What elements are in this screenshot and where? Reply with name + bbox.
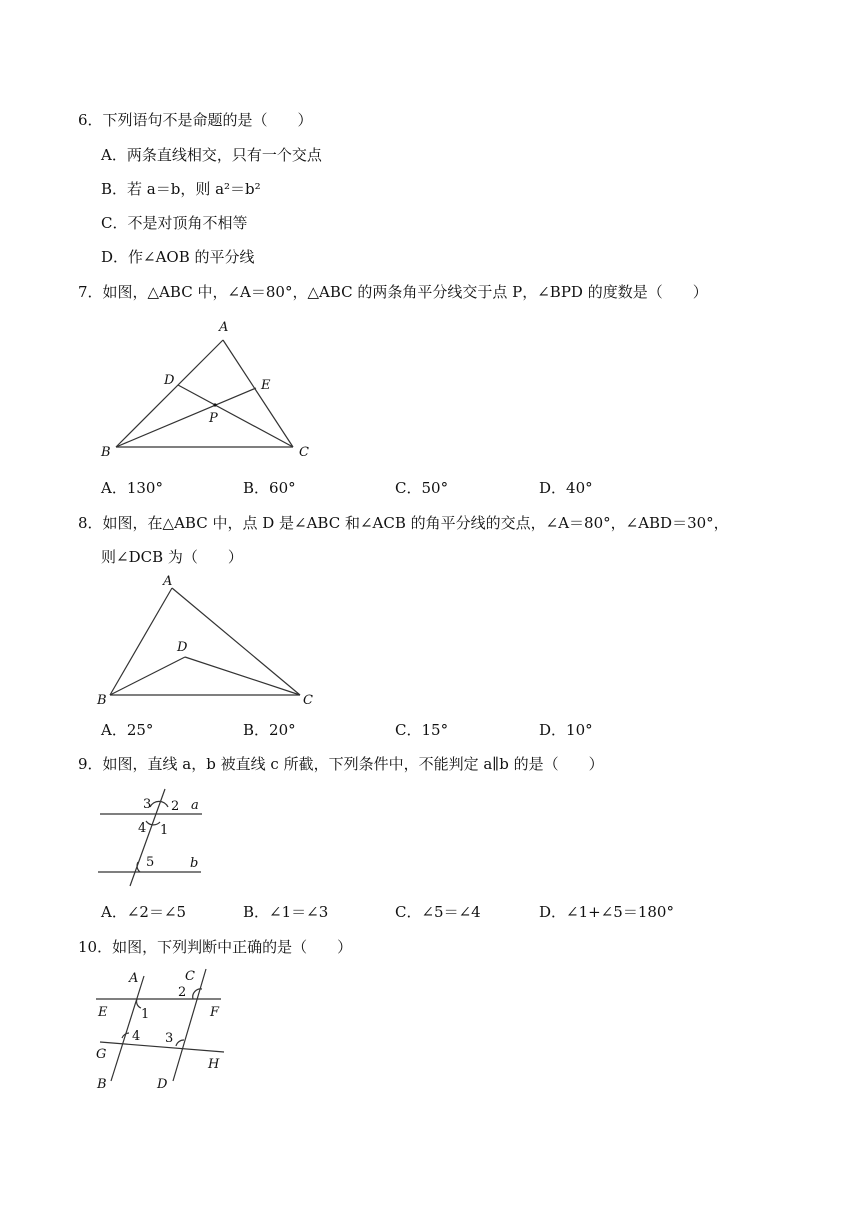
q10-figure-lines — [96, 969, 224, 1081]
q7-label-b: B — [101, 445, 111, 460]
q10-label-h: H — [208, 1057, 220, 1072]
q10-line-gh — [100, 1042, 224, 1052]
q9-label-b: b — [190, 856, 199, 871]
q8-segment-bd — [110, 657, 185, 695]
q8-label-c: C — [303, 693, 313, 708]
q7-bisector-be — [116, 388, 256, 447]
q7-label-e: E — [261, 378, 271, 393]
q10-angle-arc-4 — [122, 1033, 129, 1038]
q9-label-2: 2 — [171, 799, 180, 814]
q10-line-ab — [111, 976, 144, 1081]
q6-stem: 6．下列语句不是命题的是（ ） — [78, 111, 313, 129]
q10-label-b: B — [97, 1077, 107, 1092]
q8-label-b: B — [97, 693, 107, 708]
q10-stem: 10．如图，下列判断中正确的是（ ） — [78, 938, 353, 956]
q8-option-d: D．10° — [539, 721, 593, 739]
q6-option-b: B．若 a＝b，则 a²＝b² — [101, 180, 261, 198]
q9-options-row — [101, 902, 801, 922]
q6-option-a: A．两条直线相交，只有一个交点 — [101, 146, 322, 164]
q10-label-a: A — [129, 971, 139, 986]
q8-side-ab — [110, 588, 172, 695]
q10-angle-arc-2 — [193, 989, 202, 999]
q10-label-d: D — [157, 1077, 168, 1092]
q10-label-2: 2 — [178, 985, 187, 1000]
q8-figure-lines — [110, 588, 300, 695]
q9-option-c: C．∠5＝∠4 — [395, 903, 481, 921]
q7-option-c: C．50° — [395, 479, 449, 497]
q7-bisector-cd — [178, 385, 293, 447]
q10-label-f: F — [210, 1005, 220, 1020]
q10-angle-arc-3 — [176, 1040, 184, 1046]
q7-point-p-dot — [213, 403, 216, 406]
q9-option-b: B．∠1＝∠3 — [243, 903, 329, 921]
q9-label-3: 3 — [143, 797, 152, 812]
q9-label-1: 1 — [160, 823, 169, 838]
q10-label-1: 1 — [141, 1007, 150, 1022]
q9-angle-arc-bottom — [146, 821, 160, 825]
q7-options-row — [101, 478, 801, 498]
q8-options-row — [101, 720, 801, 740]
q9-label-5: 5 — [146, 855, 155, 870]
q7-figure-lines — [116, 340, 293, 447]
q7-option-b: B．60° — [243, 479, 296, 497]
q6-option-c: C．不是对顶角不相等 — [101, 214, 248, 232]
q8-option-a: A．25° — [101, 721, 154, 739]
q7-label-d: D — [164, 373, 175, 388]
q9-label-a: a — [191, 798, 199, 813]
q7-side-ab — [116, 340, 223, 447]
q10-angle-arc-1 — [137, 999, 141, 1008]
q7-stem: 7．如图，△ABC 中，∠A＝80°，△ABC 的两条角平分线交于点 P，∠BPD 的度数是（ ） — [78, 283, 708, 301]
q9-option-d: D．∠1+∠5＝180° — [539, 903, 674, 921]
q10-label-3: 3 — [165, 1031, 174, 1046]
q8-segment-dc — [185, 657, 300, 695]
q10-label-g: G — [96, 1047, 107, 1062]
q9-angle-arc-top — [150, 801, 168, 807]
q8-option-b: B．20° — [243, 721, 296, 739]
q8-stem-line1: 8．如图，在△ABC 中，点 D 是∠ABC 和∠ACB 的角平分线的交点，∠A＝80°，∠ABD＝30°， — [78, 514, 729, 532]
q9-option-a: A．∠2＝∠5 — [101, 903, 187, 921]
q7-label-a: A — [219, 320, 229, 335]
q7-option-a: A．130° — [101, 479, 163, 497]
q9-stem: 9．如图，直线 a，b 被直线 c 所截，下列条件中，不能判定 a∥b 的是（ ） — [78, 755, 604, 773]
q10-label-4: 4 — [132, 1029, 141, 1044]
q7-option-d: D．40° — [539, 479, 593, 497]
q9-label-4: 4 — [138, 821, 147, 836]
q8-option-c: C．15° — [395, 721, 449, 739]
q7-label-p: P — [209, 411, 218, 426]
q7-side-ac — [223, 340, 293, 447]
q7-label-c: C — [299, 445, 309, 460]
q8-label-d: D — [177, 640, 188, 655]
q9-figure-lines — [98, 789, 202, 886]
q10-label-e: E — [98, 1005, 108, 1020]
q10-label-c: C — [185, 969, 195, 984]
q9-line-c — [130, 789, 165, 886]
q9-angle-arc-5 — [137, 862, 140, 872]
q10-line-cd — [173, 969, 206, 1081]
q6-option-d: D．作∠AOB 的平分线 — [101, 248, 255, 266]
q8-label-a: A — [163, 574, 173, 589]
q8-stem-line2: 则∠DCB 为（ ） — [101, 548, 243, 566]
q8-side-ac — [172, 588, 300, 695]
